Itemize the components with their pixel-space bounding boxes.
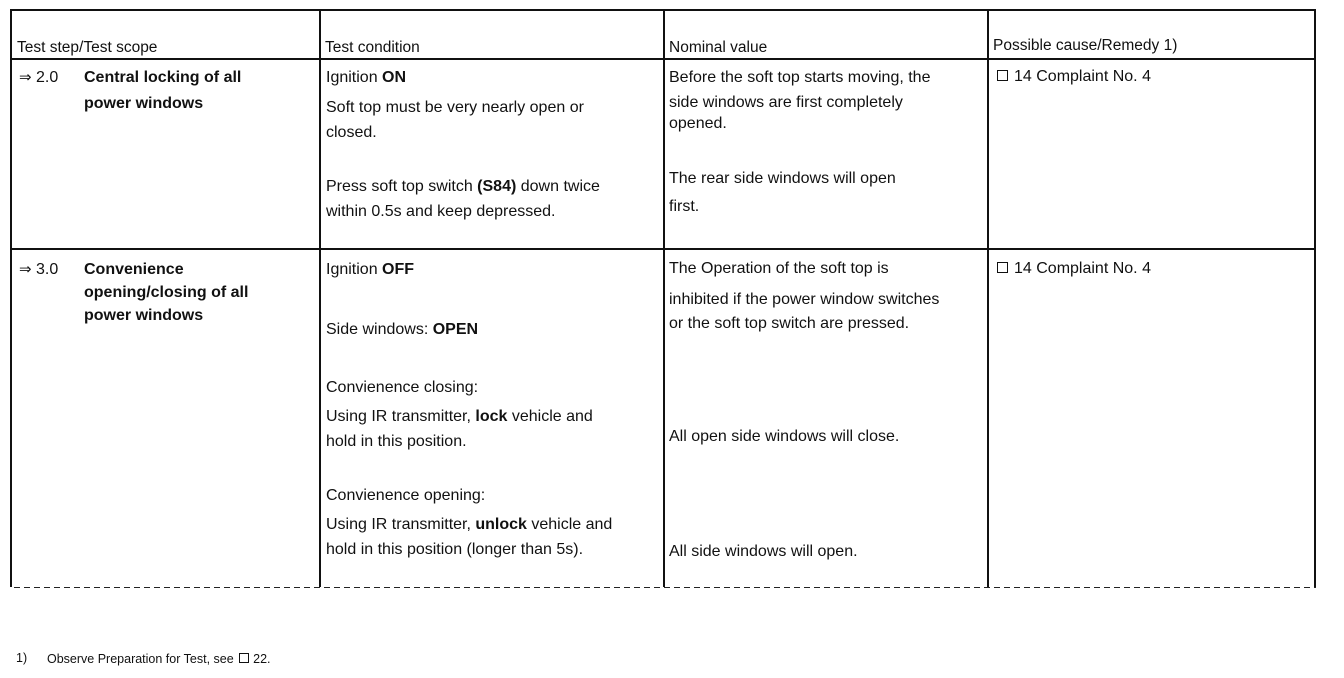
page-reference-icon <box>997 262 1008 273</box>
remedy-reference <box>997 67 1151 87</box>
condition-line: closed. <box>326 124 377 141</box>
step-number-value: 2.0 <box>36 69 59 86</box>
column-border-right <box>1314 9 1316 587</box>
remedy-text: 14 Complaint No. 4 <box>1014 260 1151 277</box>
condition-line <box>326 515 612 535</box>
condition-line: Convienence opening: <box>326 487 486 504</box>
test-scope-line: power windows <box>84 95 204 112</box>
header-condition: Test condition <box>325 39 420 56</box>
step-number <box>19 260 58 280</box>
test-scope-line: Central locking of all <box>84 69 242 86</box>
test-scope-line: opening/closing of all <box>84 284 249 301</box>
condition-line: Soft top must be very nearly open or <box>326 99 584 116</box>
arrow-right-icon: ⇒ <box>19 69 32 86</box>
condition-text: vehicle and <box>507 408 593 425</box>
condition-text: Using IR transmitter, <box>326 516 476 533</box>
condition-line <box>326 177 600 197</box>
footnote-body: Observe Preparation for Test, see <box>47 652 234 666</box>
header-remedy: Possible cause/Remedy 1) <box>993 37 1178 54</box>
nominal-line: All side windows will open. <box>669 543 858 560</box>
test-scope-line: Convenience <box>84 261 184 278</box>
condition-line <box>326 320 478 340</box>
condition-line: within 0.5s and keep depressed. <box>326 203 556 220</box>
column-border-1 <box>319 9 321 587</box>
condition-text: Ignition <box>326 69 383 86</box>
condition-text: Side windows: <box>326 321 433 338</box>
header-step: Test step/Test scope <box>17 39 158 56</box>
condition-line <box>326 407 593 427</box>
remedy-text: 14 Complaint No. 4 <box>1014 68 1151 85</box>
condition-line: hold in this position (longer than 5s). <box>326 541 584 558</box>
nominal-line: side windows are first completely <box>669 94 903 111</box>
table-bottom-edge <box>14 587 1316 588</box>
footnote-text <box>47 651 271 667</box>
page-reference-icon <box>997 70 1008 81</box>
page-reference-icon <box>239 653 249 663</box>
nominal-line: The Operation of the soft top is <box>669 260 889 277</box>
column-border-3 <box>987 9 989 587</box>
nominal-line: All open side windows will close. <box>669 428 900 445</box>
condition-bold-text: unlock <box>475 516 527 533</box>
remedy-reference <box>997 259 1151 279</box>
condition-bold-text: ON <box>382 69 407 86</box>
column-border-left <box>10 9 12 587</box>
condition-line <box>326 68 406 88</box>
condition-line: hold in this position. <box>326 433 467 450</box>
arrow-right-icon: ⇒ <box>19 261 32 278</box>
column-border-2 <box>663 9 665 587</box>
footnote-ref: 22. <box>253 652 271 666</box>
condition-text: down twice <box>516 178 600 195</box>
step-number-value: 3.0 <box>36 261 59 278</box>
condition-text: Ignition <box>326 261 383 278</box>
condition-bold-text: OPEN <box>432 321 479 338</box>
condition-bold-text: OFF <box>382 261 415 278</box>
nominal-line: opened. <box>669 115 727 132</box>
condition-text: vehicle and <box>526 516 613 533</box>
nominal-line: inhibited if the power window switches <box>669 291 940 308</box>
condition-text: Press soft top switch <box>326 178 478 195</box>
condition-line: Convienence closing: <box>326 379 479 396</box>
nominal-line: or the soft top switch are pressed. <box>669 315 910 332</box>
header-nominal: Nominal value <box>669 39 768 56</box>
nominal-line: The rear side windows will open <box>669 170 896 187</box>
nominal-line: Before the soft top starts moving, the <box>669 69 931 86</box>
condition-text: Using IR transmitter, <box>326 408 476 425</box>
footnote-marker: 1) <box>16 651 28 665</box>
condition-line <box>326 260 414 280</box>
step-number <box>19 68 58 88</box>
nominal-line: first. <box>669 198 700 215</box>
test-scope-line: power windows <box>84 307 204 324</box>
condition-bold-text: (S84) <box>477 178 517 195</box>
condition-bold-text: lock <box>475 408 508 425</box>
